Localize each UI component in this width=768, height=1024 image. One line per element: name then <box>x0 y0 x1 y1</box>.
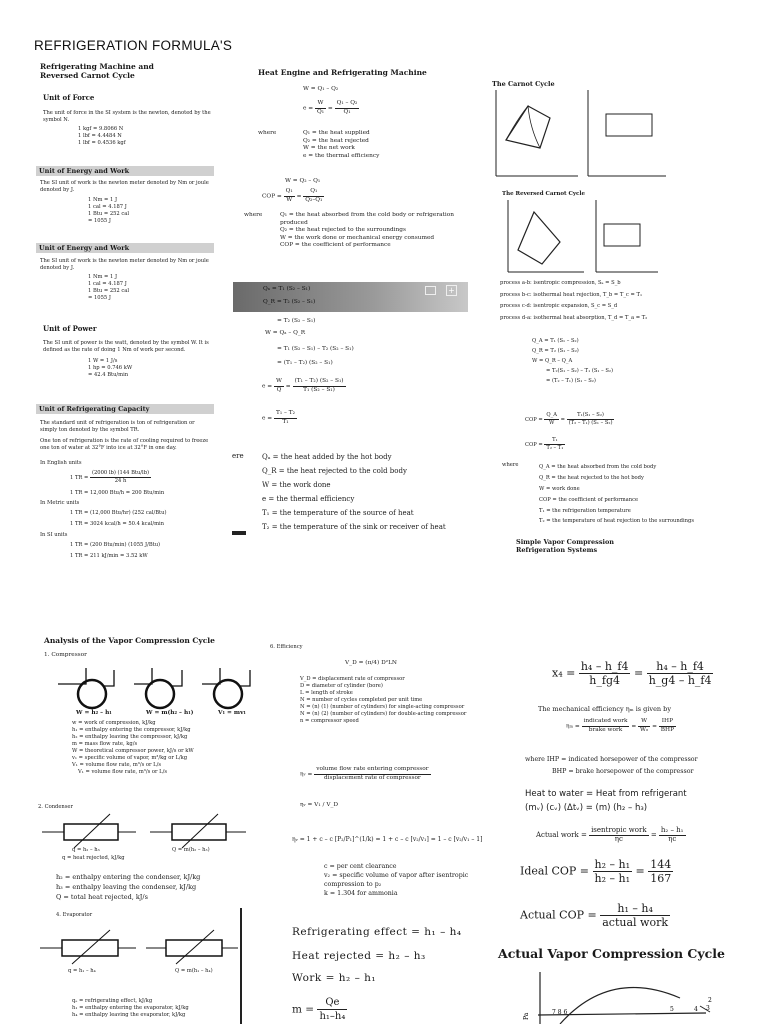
eq-line: = T₁ (S₂ – S₁) – T₂ (S₂ – S₁) <box>277 346 354 352</box>
reversed-ts-diagram <box>596 200 658 272</box>
point-label: 7 8 6 <box>552 1009 568 1016</box>
definitions-1 <box>303 130 379 160</box>
minimize-icon <box>425 286 436 295</box>
energy-line: 1 Nm = 1 J <box>88 197 118 203</box>
si-line-1: 1 TR = (200 Btu/min) (1055 J/Btu) <box>70 542 161 548</box>
metric-line-2: 1 TR = 3024 kcal/h = 50.4 kcal/min <box>70 521 165 527</box>
comp-eq: W = h₂ – h₁ <box>76 710 112 716</box>
power-line: = 42.4 Btu/min <box>88 372 129 378</box>
black-mark <box>232 531 246 535</box>
unit-energy-work-bar-2: Unit of Energy and Work <box>36 243 214 253</box>
unit-of-force-text: The unit of force in the SI system is the newton, denoted by the symbol N. <box>43 110 211 123</box>
mechanical-eff-eq: ηₘ = $\frac{\text{indicated work}}{\text{brake work}}$ = $\frac{W}{\text{Wₒ}}$ = $\frac{\text{IHP}}{\text{BHP}}$ <box>566 718 674 733</box>
eq-line: = T₂(S₁ – S₂) – T₁ (S₁ – S₂) <box>546 368 614 374</box>
qr-eq: Q_R = T₂ (S₂ – S₁) <box>263 299 316 305</box>
definition: Q₂ = the heat rejected <box>303 137 369 144</box>
heat-rejected-eq: Heat rejected = h₂ – h₃ <box>292 950 426 962</box>
definition: w = work of compression, kJ/kg <box>72 720 156 726</box>
icop-label: Ideal COP = <box>520 864 590 878</box>
definition: W = the work done or mechanical energy consumed <box>280 234 435 241</box>
energy-line: 1 Btu = 252 cal <box>88 211 130 217</box>
reversed-cop-temp-eq: COP = $\frac{\text{T₁}}{\text{T₂ – T₁}}$ <box>525 437 564 451</box>
quality-eq: x₄ = $\frac{\text{h₄ – h\_f4}}{h\_fg4}$ = $\frac{\text{h₄ – h\_f4}}{h\_g4 - h\_f4}$ <box>552 660 712 687</box>
power-conversions <box>88 358 132 379</box>
definition: Qₐ = the heat added by the hot body <box>262 453 392 461</box>
definition: Q₁ = the heat absorbed from the cold body or refrigeration produced <box>280 212 454 226</box>
unit-of-power-text: The SI unit of power is the watt, denoted by the symbol W. It is defined as the rate of doing 1 Nm of work per second. <box>43 340 209 353</box>
english-line-2: 1 TR = 12,000 Btu/h = 200 Btu/min <box>70 490 165 496</box>
reversed-carnot-diagrams <box>500 198 660 276</box>
work-eq-1: W = Q₁ – Q₂ <box>303 86 339 92</box>
evap-eq: q = h₁ – h₄ <box>68 968 96 974</box>
efficiency-label: 6. Efficiency <box>270 644 303 650</box>
clearance-defs <box>324 862 504 898</box>
comp-eq: W = m(h₂ – h₁) <box>146 710 194 716</box>
force-conversions <box>78 126 126 147</box>
section-heading-refrigerating-machine: Refrigerating Machine and Reversed Carnot Cycle <box>40 62 154 80</box>
carnot-cycle-diagrams <box>488 88 668 184</box>
energy-line: 1 cal = 4.187 J <box>88 281 127 287</box>
definition: Q_A = the heat absorbed from the cold body <box>539 464 657 470</box>
definition: m = mass flow rate, kg/s <box>72 741 138 747</box>
volumetric-eff-eq <box>300 766 431 782</box>
eq-line: = T₂ (S₂ – S₁) <box>277 318 316 324</box>
efficiency-carnot-eq: e = $\frac{W}{Q}$ = $\frac{\text{(T₁ – T₂) (S₂ – S₁)}}{\text{T₁ (S₂ – S₁)}}$ <box>262 378 344 393</box>
reversed-cop-eq: COP = $\frac{Q\_A}{W}$ = $\frac{\text{T₁(S₁ – S₂)}}{\text{(T₂ – T₁) (S₁ – S₂)}}$ <box>525 412 613 426</box>
eq-line: Q_R = T₂ (S₁ – S₂) <box>532 348 579 354</box>
definition: V₁ = volume flow rate, m³/s or L/s <box>78 769 168 775</box>
power-line: 1 hp = 0.746 kW <box>88 365 133 371</box>
energy-line: = 1055 J <box>88 218 111 224</box>
actual-work-eq: Actual work = $\frac{\text{isentropic work}}{\eta c}$ = $\frac{\text{h₂ – h₁}}{\eta c}$ <box>536 826 684 843</box>
where-label-1: where <box>258 130 277 136</box>
icop-denominator: h₂ – h₁ <box>594 872 631 885</box>
point-label: 2 <box>708 997 712 1004</box>
reversed-eqs <box>532 336 613 386</box>
definition: h₁ = enthalpy entering the evaporator, kJ/kg <box>72 1005 189 1011</box>
nv-numerator: volume flow rate entering compressor <box>314 766 430 775</box>
process-line: process b-c: isothermal heat rejection, T_b = T_c = T₁ <box>500 291 643 298</box>
definition: V_D = displacement rate of compressor <box>300 676 405 682</box>
icop-value-num: 144 <box>650 858 672 871</box>
condenser-icon <box>42 814 136 848</box>
evaporator-icon <box>40 930 136 964</box>
capacity-text-2: One ton of refrigeration is the rate of cooling required to freeze one ton of water at 32°F into ice at 32°F in one day. <box>40 438 209 451</box>
carnot-ts-diagram <box>496 90 578 176</box>
definition: W = the work done <box>262 481 331 489</box>
section-heading-heat-engine: Heat Engine and Refrigerating Machine <box>258 68 427 77</box>
evaporator-defs <box>72 998 189 1019</box>
simple-vapor-compression-title: Simple Vapor Compression Refrigeration Systems <box>516 538 615 554</box>
energy-line: = 1055 J <box>88 295 111 301</box>
condenser-icon <box>150 814 246 848</box>
heat-balance-eq: (mᵥ) (cᵥ) (Δtᵥ) = (m) (h₂ – h₃) <box>525 803 648 813</box>
mechanical-eff-text: The mechanical efficiency ηₘ is given by <box>538 705 672 713</box>
eq-line: = (T₂ – T₁) (S₁ – S₂) <box>546 378 596 384</box>
force-line: 1 kgf = 9.8066 N <box>78 126 124 132</box>
point-label: 3 <box>706 1005 710 1012</box>
nv-denominator: displacement rate of compressor <box>323 774 421 781</box>
energy-line: 1 cal = 4.187 J <box>88 204 127 210</box>
compressor-label: 1. Compressor <box>44 652 87 658</box>
acop-label: Actual COP = <box>520 908 597 922</box>
work-eq: Work = h₂ – h₁ <box>292 972 377 984</box>
definition: V₁ = volume flow rate, m³/s or L/s <box>72 762 162 768</box>
definition: W = the net work <box>303 145 355 151</box>
english-num: (2000 lb) (144 Btu/lb) <box>91 470 150 476</box>
acop-numerator: h₁ – h₄ <box>600 902 670 916</box>
where-label-4: where <box>502 462 519 468</box>
power-line: 1 W = 1 J/s <box>88 358 118 364</box>
aw-numerator: isentropic work <box>591 826 647 834</box>
aw-label: Actual work = <box>536 831 587 839</box>
eq-line: Q_A = T₁ (S₁ – S₂) <box>532 338 579 344</box>
volumetric-eff-ratio: ηᵥ = V₁ / V_D <box>300 802 339 808</box>
nm-numerator: indicated work <box>582 718 630 727</box>
compressor-icon <box>202 668 250 708</box>
definition: T₁ = the refrigeration temperature <box>539 508 631 514</box>
acop-denominator: actual work <box>602 916 668 929</box>
definition: k = 1.304 for ammonia <box>324 890 398 897</box>
english-units-label: In English units <box>40 460 82 466</box>
eq-line: = (T₁ – T₂) (S₂ – S₁) <box>277 360 333 366</box>
bhp-def: BHP = brake horsepower of the compressor <box>552 768 694 775</box>
dark-equation-band <box>233 282 468 312</box>
qa-eq: Qₐ = T₁ (S₂ – S₁) <box>263 286 311 292</box>
plus-icon: + <box>446 285 457 296</box>
force-line: 1 lbf = 0.4536 kgf <box>78 140 126 146</box>
actual-vapor-compression-title: Actual Vapor Compression Cycle <box>498 946 725 961</box>
refrigerating-capacity-bar: Unit of Refrigerating Capacity <box>36 404 214 414</box>
definition: qₑ = refrigerating effect, kJ/kg <box>72 998 153 1004</box>
english-den: 24 h <box>114 478 127 484</box>
definition: n = compressor speed <box>300 718 359 724</box>
point-label: 4 <box>694 1006 698 1013</box>
definition: c = per cent clearance <box>324 863 397 870</box>
evaporator-label: 4. Evaporator <box>56 912 93 918</box>
definition: W = theoretical compressor power, kJ/s or kW <box>72 748 194 754</box>
condenser-diagrams <box>38 812 258 852</box>
definition: N = number of cycles completed per unit time <box>300 697 423 703</box>
compressor-defs <box>72 720 194 776</box>
definition: COP = the coefficient of performance <box>280 242 391 248</box>
definition: h₄ = enthalpy leaving the evaporator, kJ/kg <box>72 1012 186 1018</box>
definition: Q₁ = the heat supplied <box>303 130 370 136</box>
nv-label: ηᵥ = <box>300 771 315 778</box>
heat-to-water-eq: Heat to water = Heat from refrigerant <box>525 789 687 799</box>
work-eq-2: W = Q₂ – Q₁ <box>285 178 321 184</box>
where-label-2: where <box>244 212 263 218</box>
nm-denominator: brake work <box>588 726 623 733</box>
definitions-2 <box>280 212 480 250</box>
ideal-cop-eq: Ideal COP = $\frac{\text{h₂ – h₁}}{\text{h₂ – h₁}}$ = $\frac{144}{167}$ <box>520 858 672 885</box>
unit-energy-work-bar: Unit of Energy and Work <box>36 166 214 176</box>
definition: Q = total heat rejected, kJ/s <box>56 893 148 901</box>
m-label: m = <box>292 1003 315 1016</box>
english-formula: 1 TR = $\frac{\text{(2000 lb) (144 Btu/lb)}}{24 h}$ <box>70 470 150 484</box>
eq-line: W = Qₐ – Q_R <box>265 330 306 336</box>
cond-eq: Q = m(h₂ – h₃) <box>172 847 210 853</box>
displacement-eq: V_D = (π/4) D²LN <box>345 660 397 666</box>
cond-note: q = heat rejected, kJ/kg <box>62 855 125 861</box>
comp-eq: V₁ = mv₁ <box>218 710 246 716</box>
energy-line: 1 Nm = 1 J <box>88 274 118 280</box>
definition: v₁ = specific volume of vapor, m³/kg or L/kg <box>72 755 188 761</box>
cop-eq: COP = $\frac{\text{Q₁}}{W}$ = $\frac{\text{Q₁}}{\text{Q₂–Q₁}}$ <box>262 188 323 203</box>
process-list <box>500 278 700 324</box>
cond-eq: q = h₂ – h₃ <box>72 847 100 853</box>
eq-line: W = Q_R – Q_A <box>532 358 573 364</box>
definition: e = the thermal efficiency <box>262 495 355 503</box>
process-line: process d-a: isothermal heat absorption, T_d = T_a = T₂ <box>500 314 648 321</box>
m-denominator: h₁–h₄ <box>319 1011 346 1022</box>
definition: v₂ = specific volume of vapor after isentropic compression to p₂ <box>324 872 469 888</box>
compressor-icon <box>58 668 114 708</box>
mass-flow-eq <box>292 996 347 1023</box>
definition: N = (n) (2) (number of cylinders) for double-acting compressor <box>300 711 467 717</box>
condenser-label: 2. Condenser <box>38 804 73 810</box>
definition: T₁ = the temperature of the source of heat <box>262 509 414 517</box>
aw-denominator: ηc <box>614 834 623 843</box>
x4-label: x₄ = <box>552 666 576 680</box>
energy-line: 1 Btu = 252 cal <box>88 288 130 294</box>
definition: h₁ = enthalpy entering the compressor, kJ/kg <box>72 727 191 733</box>
carnot-cycle-title: The Carnot Cycle <box>492 80 555 88</box>
process-line: process a-b: isentropic compression, Sₐ = S_b <box>500 280 621 286</box>
unit-of-power-title: Unit of Power <box>43 324 97 333</box>
definition: L = length of stroke <box>300 690 353 696</box>
energy-conversions-2 <box>88 274 129 302</box>
energy-conversions <box>88 197 129 225</box>
efficiency-temp-eq: e = $\frac{\text{T₁ – T₂}}{\text{T₁}}$ <box>262 410 295 425</box>
condenser-defs <box>56 872 200 902</box>
compressor-icon <box>134 668 182 708</box>
definition: D = diameter of cylinder (bore) <box>300 683 383 689</box>
force-line: 1 lbf = 4.4484 N <box>78 133 122 139</box>
unit-of-force-title: Unit of Force <box>43 93 95 102</box>
reversed-defs <box>539 462 719 525</box>
carnot-ts-rectangle-diagram <box>588 90 666 176</box>
definition: W = work done <box>539 486 580 492</box>
capacity-text-1: The standard unit of refrigeration is ton of refrigeration or simply ton denoted by the symbol TR. <box>40 420 195 433</box>
metric-units-label: In Metric units <box>40 500 80 506</box>
energy-text: The SI unit of work is the newton meter denoted by Nm or joule denoted by J. <box>40 180 209 193</box>
reversed-carnot-title: The Reversed Carnot Cycle <box>502 191 585 197</box>
ihp-def: where IHP = indicated horsepower of the compressor <box>525 756 698 763</box>
nm-label: ηₘ = <box>566 723 580 730</box>
evaporator-icon <box>146 930 238 964</box>
evap-eq: Q = m(h₁ – h₄) <box>175 968 213 974</box>
definition: T₂ = the temperature of the sink or receiver of heat <box>262 523 446 531</box>
definition: Q₂ = the heat rejected to the surroundings <box>280 227 406 233</box>
displacement-defs <box>300 676 510 725</box>
point-label: 5 <box>670 1006 674 1013</box>
actual-cop-eq <box>520 902 670 929</box>
definition: N = (n) (1) (number of cylinders) for single-acting compressor <box>300 704 465 710</box>
vapor-compression-analysis-title: Analysis of the Vapor Compression Cycle <box>44 636 215 645</box>
divider-line <box>240 908 242 1024</box>
definition: h₂ = enthalpy entering the condenser, kJ/kg <box>56 873 201 881</box>
si-units-label: In SI units <box>40 532 68 538</box>
actual-cycle-ph-diagram <box>523 968 720 1024</box>
process-line: process c-d: isentropic expansion, S_c = S_d <box>500 303 618 309</box>
definition: h₂ = enthalpy leaving the compressor, kJ/kg <box>72 734 188 740</box>
definition: COP = the coefficient of performance <box>539 497 639 503</box>
efficiency-eq: e = $\frac{W}{\text{Q₁}}$ = $\frac{\text{Q₁ – Q₂}}{\text{Q₁}}$ <box>303 100 358 115</box>
page-title: REFRIGERATION FORMULA'S <box>34 38 233 53</box>
refrigerating-effect-eq: Refrigerating effect = h₁ – h₄ <box>292 926 462 938</box>
icop-numerator: h₂ – h₁ <box>594 858 631 871</box>
volumetric-eff-clearance: ηᵥ = 1 + c – c [P₂/P₁]^(1/k) = 1 + c – c [v₂/v₁] = 1 – c [v₂/v₁ – 1] <box>292 836 483 843</box>
definition: e = the thermal efficiency <box>303 152 380 159</box>
axis-label: Pa <box>523 1012 530 1020</box>
evaporator-diagrams <box>36 928 240 968</box>
reversed-pv-diagram <box>508 200 584 272</box>
definition: Q_R = the heat rejected to the cold body <box>262 467 407 475</box>
definition: Q_R = the heat rejected to the hot body <box>539 475 644 481</box>
energy-text-2: The SI unit of work is the newton meter denoted by Nm or joule denoted by J. <box>40 258 209 271</box>
metric-line-1: 1 TR = (12,000 Btu/hr) (252 cal/Btu) <box>70 510 167 516</box>
definitions-3 <box>262 450 446 534</box>
definition: h₃ = enthalpy leaving the condenser, kJ/kg <box>56 883 197 891</box>
where-label-3: ere <box>232 452 244 460</box>
icop-value-den: 167 <box>650 872 672 885</box>
definition: T₂ = the temperature of heat rejection to the surroundings <box>539 518 694 524</box>
si-line-2: 1 TR = 211 kJ/min = 3.52 kW <box>70 553 148 559</box>
m-numerator: Qe <box>317 996 347 1010</box>
